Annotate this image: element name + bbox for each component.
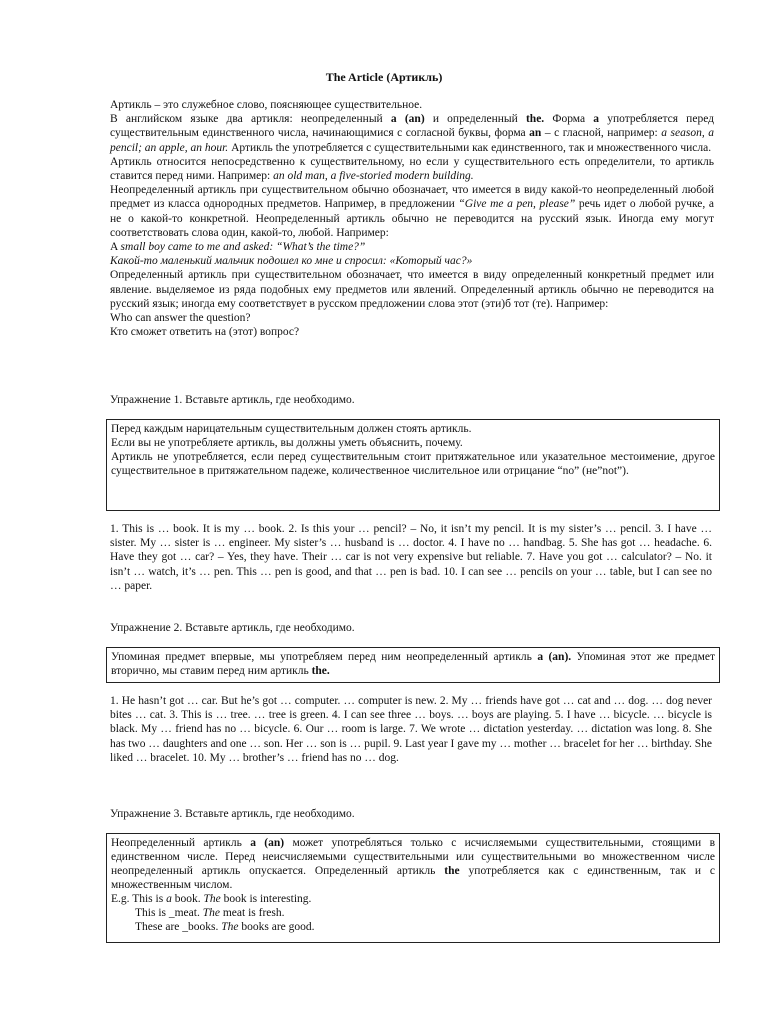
- exercise-2-rule: Упоминая предмет впервые, мы употребляем перед ним неопределенный артикль a (an). Упоминая этот же предмет вторично, мы ставим перед ним артикль the.: [111, 651, 716, 677]
- exercise-1-text: 1. This is … book. It is my … book. 2. Is this your … pencil? – No, it isn’t my pencil. It is my sister’s … pencil. 3. I have … sister. My … sister is … engineer. My sister’s … husband is … doctor. 4. I have no … handbag. 5. She has got … headache. 6. Have they got … car? – Yes, they have. Their … car is not very expensive but reliable. 7. Have you got … calculator? – No. it isn’t … watch, it’s … pen. This … pen is good, and that … pen is bad. 10. I can see … pencils on your … table, but I can see no … paper.: [110, 523, 712, 592]
- exercise-3-example-2: This is _meat. The meat is fresh.: [135, 907, 285, 919]
- intro-example-english: A small boy came to me and asked: “What’s the time?”: [110, 241, 366, 254]
- intro-paragraph-7: Определенный артикль при существительном обозначает, что имеется в виду определенный конкретный предмет или явление. выделяемое из ряда подобных ему предметов или явлений. Определенный артикль обычно не переводится на русский язык; иногда ему соответствует в русском предложении слова этот (эти)б тот (те). Например:: [110, 269, 714, 310]
- exercise-2-text: 1. He hasn’t got … car. But he’s got … computer. … computer is new. 2. My … friends have got … cat and … dog. … dog never bites … cat. 3. This is … tree. … tree is green. 4. I can see three … boys. … boys are playing. 5. I have … bicycle. … bicycle is black. My … friend has no … bicycle. 6. Our … room is large. 7. We wrote … dictation yesterday. … dictation was long. 8. She has two … daughters and one … son. Her … son is … pupil. 9. Last year I gave my … mother … bracelet for her … birthday. She liked … bracelet. 10. My … brother’s … friend has no … dog.: [110, 695, 712, 764]
- intro-paragraph-3: Артикль относится непосредственно к существительному, но если у существительного есть определители, то артикль ставится перед ними. Например: an old man, a five-storied modern building.: [110, 155, 714, 183]
- exercise-1-rule-box: [106, 419, 720, 511]
- exercise-2-rule-box: [106, 647, 720, 683]
- intro-example-question: Who can answer the question?: [110, 312, 251, 325]
- intro-example-question-translation: Кто сможет ответить на (этот) вопрос?: [110, 326, 300, 339]
- exercise-1-heading: Упражнение 1. Вставьте артикль, где необходимо.: [110, 394, 355, 406]
- intro-section: [110, 98, 714, 339]
- exercise-3-example-1: E.g. This is a book. The book is interesting.: [111, 893, 312, 905]
- intro-paragraph-4: Неопределенный артикль при существительном обычно обозначает, что имеется в виду какой-то неопределенный любой предмет из класса однородных предметов. Например, в предложении “Give me a pen, please” речь идет о любой ручке, а не о какой-то конкретной. Неопределенный артикль обычно не переводится на русский язык. Иногда ему могут соответствовать слова один, какой-то, любой. Например:: [110, 184, 714, 239]
- exercise-3-rule: Неопределенный артикль a (an) может употребляться только с исчисляемыми существительными, стоящими в единственном числе. Перед неисчисляемыми существительными или существительными во множественном числе неопределенный артикль опускается. Определенный артикль the употребляется как с единственным, так и с множественным числом.: [111, 837, 716, 891]
- intro-paragraph-2: В английском языке два артикля: неопределенный a (an) и определенный the. Форма a употребляется перед существительным единственного числа, начинающимися с согласной буквы, форма an – с гласной, например: a season, a pencil; an apple, an hour. Артикль the употребляется с существительными как единственного, так и множественного числа.: [110, 113, 714, 154]
- exercise-1-rule-3: Артикль не употребляется, если перед существительным стоит притяжательное или указательное местоимение, другое существительное в притяжательном падеже, количественное числительное или отрицание “no” (не”not”).: [111, 451, 715, 477]
- exercise-3-rule-box: [106, 833, 720, 943]
- exercise-1-rule-2: Если вы не употребляете артикль, вы должны уметь объяснить, почему.: [111, 437, 463, 449]
- exercise-1-rule-1: Перед каждым нарицательным существительным должен стоять артикль.: [111, 423, 472, 435]
- exercise-3-heading: Упражнение 3. Вставьте артикль, где необходимо.: [110, 808, 355, 820]
- exercise-3-example-3: These are _books. The books are good.: [135, 921, 315, 933]
- exercise-2-heading: Упражнение 2. Вставьте артикль, где необходимо.: [110, 622, 355, 634]
- intro-example-russian: Какой-то маленький мальчик подошел ко мне и спросил: «Который час?»: [110, 255, 473, 268]
- intro-paragraph-1: Артикль – это служебное слово, поясняющее существительное.: [110, 99, 423, 111]
- document-title: The Article (Артикль): [325, 70, 443, 84]
